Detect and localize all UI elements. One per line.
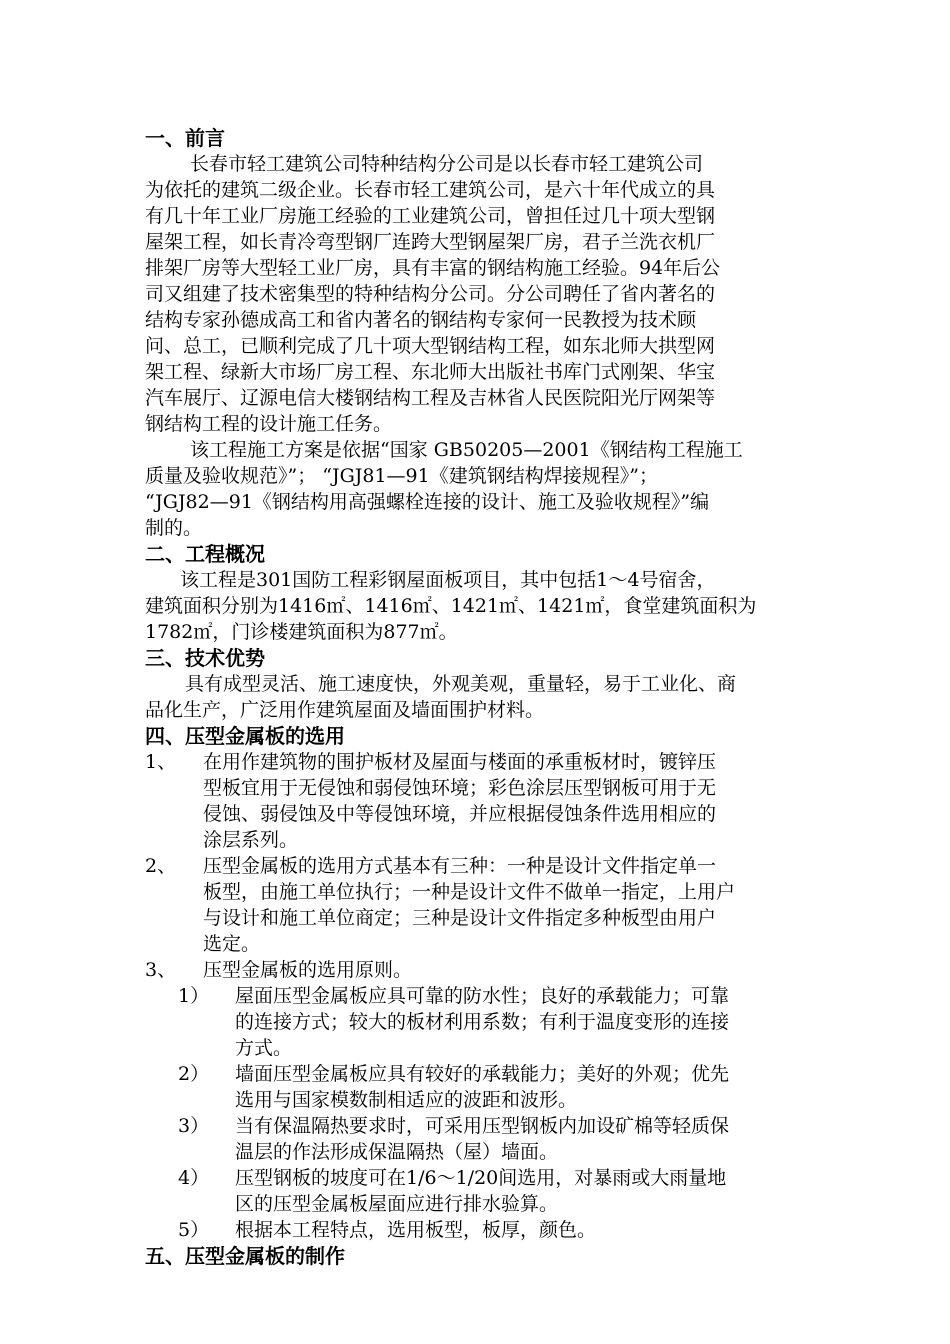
- text-line: 该工程施工方案是依据“国家 GB50205—2001《钢结构工程施工: [190, 439, 743, 461]
- list-number: 1、: [145, 751, 177, 773]
- text-line: 具有成型灵活、施工速度快，外观美观，重量轻，易于工业化、商: [185, 673, 737, 695]
- list-number: 2、: [145, 855, 177, 877]
- text-line: 品化生产，广泛用作建筑屋面及墙面围护材料。: [145, 699, 545, 721]
- text-line: 侵蚀、弱侵蚀及中等侵蚀环境，并应根据侵蚀条件选用相应的: [203, 803, 717, 825]
- text-line: 根据本工程特点，选用板型，板厚，颜色。: [235, 1219, 597, 1241]
- text-line: 排架厂房等大型轻工业厂房，具有丰富的钢结构施工经验。94年后公: [145, 257, 721, 279]
- sublist-number: 1）: [178, 985, 210, 1007]
- sublist-number: 5）: [178, 1219, 210, 1241]
- text-line: 选用与国家模数制相适应的波距和波形。: [235, 1089, 578, 1111]
- section-heading-preface: 一、前言: [145, 126, 225, 150]
- text-line: 汽车展厅、辽源电信大楼钢结构工程及吉林省人民医院阳光厅网架等: [145, 387, 716, 409]
- text-line: 1782㎡，门诊楼建筑面积为877㎡。: [145, 621, 458, 643]
- list-number: 3、: [145, 959, 177, 981]
- section-heading-selection: 四、压型金属板的选用: [145, 724, 345, 748]
- section-heading-advantages: 三、技术优势: [145, 646, 265, 670]
- text-line: 方式。: [235, 1037, 293, 1059]
- text-line: 型板宜用于无侵蚀和弱侵蚀环境；彩色涂层压型钢板可用于无: [203, 777, 717, 799]
- section-heading-overview: 二、工程概况: [145, 542, 265, 566]
- sublist-number: 3）: [178, 1115, 210, 1137]
- text-line: 建筑面积分别为1416㎡、1416㎡、1421㎡、1421㎡，食堂建筑面积为: [145, 595, 757, 617]
- text-line: 质量及验收规范》”； “JGJ81—91《建筑钢结构焊接规程》”；: [145, 465, 658, 487]
- text-line: 墙面压型金属板应具有较好的承载能力；美好的外观；优先: [235, 1063, 730, 1085]
- text-line: 与设计和施工单位商定；三种是设计文件指定多种板型由用户: [203, 907, 717, 929]
- text-line: 该工程是301国防工程彩钢屋面板项目，其中包括1～4号宿舍，: [180, 569, 716, 591]
- text-line: 钢结构工程的设计施工任务。: [145, 413, 393, 435]
- text-line: 当有保温隔热要求时，可采用压型钢板内加设矿棉等轻质保: [235, 1115, 730, 1137]
- sublist-number: 4）: [178, 1167, 210, 1189]
- sublist-number: 2）: [178, 1063, 210, 1085]
- text-line: 屋架工程，如长青冷弯型钢厂连跨大型钢屋架厂房，君子兰洗衣机厂: [145, 231, 716, 253]
- text-line: 有几十年工业厂房施工经验的工业建筑公司，曾担任过几十项大型钢: [145, 205, 716, 227]
- text-line: 屋面压型金属板应具可靠的防水性；良好的承载能力；可靠: [235, 985, 730, 1007]
- text-line: 板型，由施工单位执行；一种是设计文件不做单一指定，上用户: [203, 881, 736, 903]
- text-line: 压型金属板的选用原则。: [203, 959, 413, 981]
- text-line: 压型金属板的选用方式基本有三种：一种是设计文件指定单一: [203, 855, 717, 877]
- text-line: 制的。: [145, 517, 203, 539]
- text-line: 架工程、绿新大市场厂房工程、东北师大出版社书库门式刚架、华宝: [145, 361, 716, 383]
- text-line: 司又组建了技术密集型的特种结构分公司。分公司聘任了省内著名的: [145, 283, 716, 305]
- text-line: 区的压型金属板屋面应进行排水验算。: [235, 1193, 559, 1215]
- section-heading-fabrication: 五、压型金属板的制作: [145, 1244, 345, 1268]
- text-line: 在用作建筑物的围护板材及屋面与楼面的承重板材时，镀锌压: [203, 751, 717, 773]
- text-line: 压型钢板的坡度可在1/6～1/20间选用，对暴雨或大雨量地: [235, 1167, 727, 1189]
- text-line: “JGJ82—91《钢结构用高强螺栓连接的设计、施工及验收规程》”编: [145, 491, 710, 513]
- text-line: 问、总工，已顺利完成了几十项大型钢结构工程，如东北师大拱型网: [145, 335, 716, 357]
- text-line: 结构专家孙德成高工和省内著名的钢结构专家何一民教授为技术顾: [145, 309, 697, 331]
- text-line: 选定。: [203, 933, 261, 955]
- text-line: 长春市轻工建筑公司特种结构分公司是以长春市轻工建筑公司: [190, 153, 704, 175]
- text-line: 温层的作法形成保温隔热（屋）墙面。: [235, 1141, 559, 1163]
- text-line: 涂层系列。: [203, 829, 299, 851]
- text-line: 为依托的建筑二级企业。长春市轻工建筑公司，是六十年代成立的具: [145, 179, 716, 201]
- text-line: 的连接方式；较大的板材利用系数；有利于温度变形的连接: [235, 1011, 730, 1033]
